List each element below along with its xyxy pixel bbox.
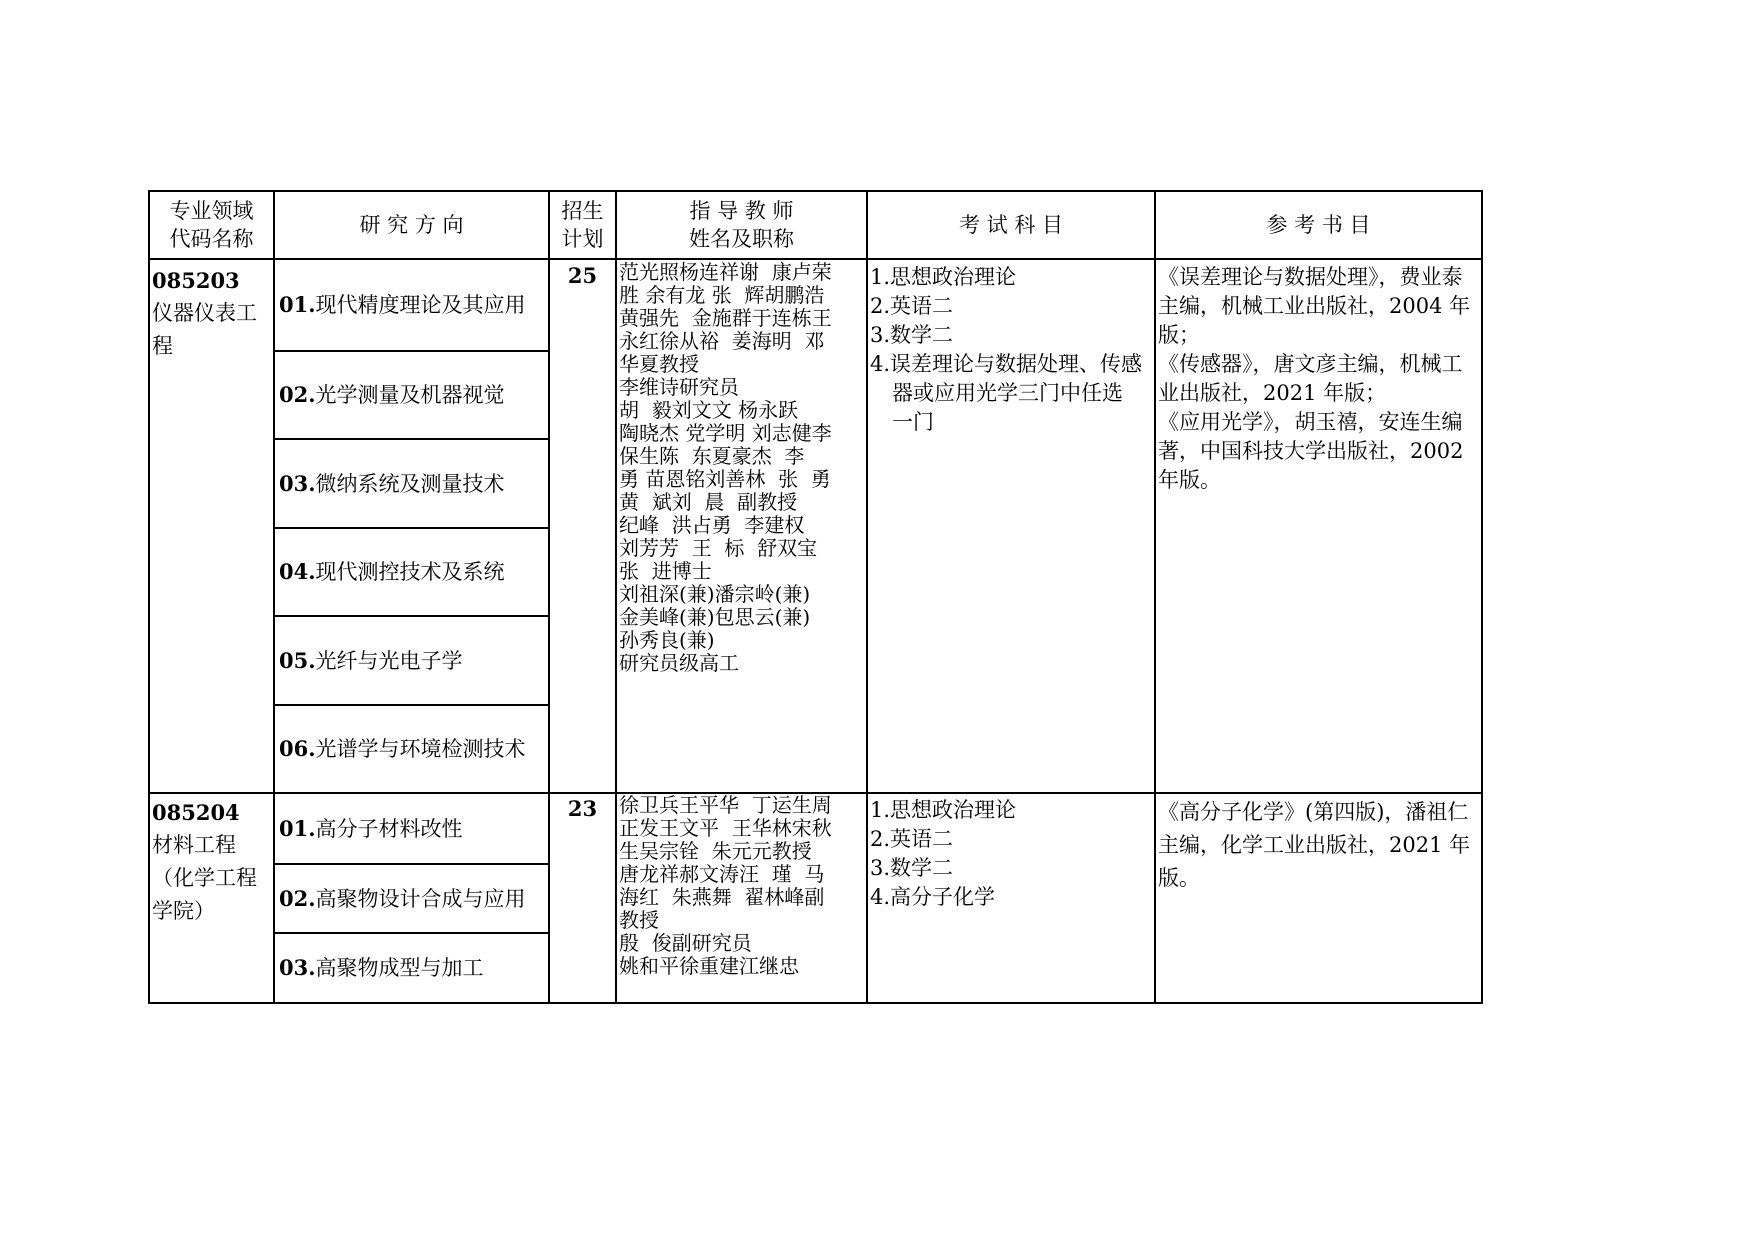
supervisor-line: 生吴宗铨 朱元元教授: [619, 839, 812, 863]
direction-number: 01.: [279, 815, 316, 841]
supervisor-line: 孙秀良(兼): [619, 628, 715, 652]
exam-subject-list: [870, 263, 1154, 437]
supervisor-list: [619, 794, 869, 978]
direction-text: 微纳系统及测量技术: [315, 471, 505, 496]
header-text: 代码名称: [169, 227, 254, 251]
col-line-3: [548, 190, 550, 1004]
direction-text: 高聚物设计合成与应用: [315, 886, 526, 911]
major-name: 程: [152, 334, 173, 358]
supervisor-line: 黄强先 金施群于连栋王: [619, 306, 832, 330]
exam-subject: 2.英语二: [870, 294, 954, 318]
direction-number: 05.: [279, 647, 316, 673]
supervisor-line: 保生陈 东夏豪杰 李: [619, 444, 805, 468]
major-code: 085204: [152, 800, 240, 825]
header-text: 考 试 科 目: [958, 213, 1064, 237]
direction-item: [275, 706, 548, 792]
exam-subject: 1.思想政治理论: [870, 265, 1017, 289]
exam-subject: 1.思想政治理论: [870, 798, 1017, 822]
reference-book-line: 《应用光学》，胡玉禧，安连生编: [1158, 410, 1463, 434]
supervisor-line: 华夏教授: [619, 352, 699, 376]
supervisor-line: 金美峰(兼)包思云(兼): [619, 605, 811, 629]
header-exam-subjects: [868, 192, 1154, 258]
col-line-4: [615, 190, 617, 1004]
direction-number: 06.: [279, 736, 316, 761]
header-enrollment-plan: [550, 192, 615, 258]
supervisor-line: 勇 苗恩铭刘善林 张 勇: [619, 467, 831, 491]
reference-book-line: 《误差理论与数据处理》，费业泰: [1158, 265, 1463, 289]
direction-number: 01.: [279, 292, 316, 317]
direction-text: 高聚物成型与加工: [315, 956, 484, 980]
header-research-direction: [275, 192, 548, 258]
supervisor-list: [619, 261, 869, 675]
supervisor-line: 范光照杨连祥谢 康卢荣: [619, 260, 832, 284]
supervisor-line: 黄 斌刘 晨 副教授: [619, 490, 798, 514]
direction-item: [275, 529, 548, 615]
exam-subject: 4.误差理论与数据处理、传感: [870, 352, 1143, 376]
direction-text: 光谱学与环境检测技术: [315, 737, 526, 761]
header-text: 专业领域: [169, 199, 254, 223]
supervisor-line: 姚和平徐重建江继忠: [619, 954, 799, 978]
supervisor-line: 永红徐从裕 姜海明 邓: [619, 329, 825, 353]
exam-subject: 一门: [892, 410, 934, 434]
reference-book-line: 《传感器》，唐文彦主编，机械工: [1158, 352, 1463, 376]
major-name: 仪器仪表工: [152, 301, 257, 325]
major-085204: [152, 796, 272, 928]
enrollment-plan-value: 25: [567, 263, 598, 288]
supervisor-line: 海红 朱燕舞 翟林峰副: [619, 885, 825, 909]
supervisor-line: 殷 俊副研究员: [619, 931, 752, 955]
supervisor-line: 刘芳芳 王 标 舒双宝: [619, 536, 818, 560]
exam-subject-list: [870, 796, 1154, 912]
major-code: 085203: [152, 268, 240, 293]
direction-number: 03.: [279, 955, 316, 980]
direction-text: 光学测量及机器视觉: [315, 383, 505, 407]
direction-number: 03.: [279, 470, 316, 496]
supervisor-line: 研究员级高工: [619, 651, 739, 675]
col-line-7: [1481, 190, 1483, 1004]
direction-item: [275, 260, 548, 350]
header-text: 指 导 教 师: [689, 199, 794, 223]
major-name: 材料工程: [152, 833, 236, 857]
exam-subject: 2.英语二: [870, 827, 954, 851]
supervisor-line: 纪峰 洪占勇 李建权: [619, 513, 805, 537]
direction-item: [275, 794, 548, 863]
enrollment-plan-value: 23: [567, 796, 598, 821]
header-major-code: [150, 192, 273, 258]
reference-book-line: 版。: [1158, 866, 1200, 890]
direction-item: [275, 617, 548, 704]
direction-text: 光纤与光电子学: [315, 648, 463, 673]
reference-book-list: [1158, 796, 1480, 895]
header-text: 姓名及职称: [689, 227, 794, 251]
header-supervisors: [617, 192, 866, 258]
direction-item: [275, 934, 548, 1002]
major-name: （化学工程: [152, 866, 257, 890]
supervisor-line: 教授: [619, 908, 659, 932]
exam-subject: 器或应用光学三门中任选: [892, 381, 1123, 405]
exam-subject: 3.数学二: [870, 856, 954, 880]
supervisor-line: 胡 毅刘文文 杨永跃: [619, 398, 799, 422]
reference-book-list: [1158, 263, 1480, 495]
supervisor-line: 刘祖深(兼)潘宗岭(兼): [619, 582, 811, 606]
header-reference-books: [1156, 192, 1481, 258]
reference-book-line: 《高分子化学》(第四版)，潘祖仁: [1158, 800, 1469, 824]
header-text: 招生: [561, 199, 604, 223]
exam-subject: 3.数学二: [870, 323, 954, 347]
reference-book-line: 主编，机械工业出版社，2004 年: [1158, 294, 1471, 318]
direction-item: [275, 440, 548, 527]
direction-item: [275, 865, 548, 932]
header-text: 研 究 方 向: [359, 213, 464, 237]
direction-number: 02.: [279, 382, 316, 407]
direction-item: [275, 352, 548, 438]
col-line-1: [148, 190, 150, 1004]
header-text: 计划: [561, 227, 604, 251]
col-line-6: [1154, 190, 1156, 1004]
direction-text: 高分子材料改性: [315, 816, 463, 841]
supervisor-line: 胜 余有龙 张 辉胡鹏浩: [619, 283, 825, 307]
reference-book-line: 著，中国科技大学出版社，2002: [1158, 439, 1464, 463]
reference-book-line: 主编，化学工业出版社，2021 年: [1158, 833, 1471, 857]
direction-text: 现代精度理论及其应用: [315, 293, 526, 317]
major-085203: [152, 264, 272, 363]
supervisor-line: 陶晓杰 党学明 刘志健李: [619, 421, 832, 445]
reference-book-line: 版；: [1158, 323, 1200, 347]
supervisor-line: 李维诗研究员: [619, 375, 739, 399]
reference-book-line: 年版。: [1158, 468, 1221, 492]
direction-text: 现代测控技术及系统: [315, 560, 505, 584]
direction-number: 04.: [279, 559, 316, 584]
reference-book-line: 业出版社，2021 年版；: [1158, 381, 1387, 405]
major-name: 学院）: [152, 899, 215, 923]
header-text: 参 考 书 目: [1266, 213, 1371, 237]
supervisor-line: 徐卫兵王平华 丁运生周: [619, 793, 832, 817]
direction-number: 02.: [279, 885, 316, 911]
supervisor-line: 正发王文平 王华林宋秋: [619, 816, 832, 840]
table-border-bottom: [148, 1002, 1483, 1004]
supervisor-line: 张 进博士: [619, 559, 712, 583]
exam-subject: 4.高分子化学: [870, 885, 996, 909]
supervisor-line: 唐龙祥郝文涛汪 瑾 马: [619, 862, 825, 886]
